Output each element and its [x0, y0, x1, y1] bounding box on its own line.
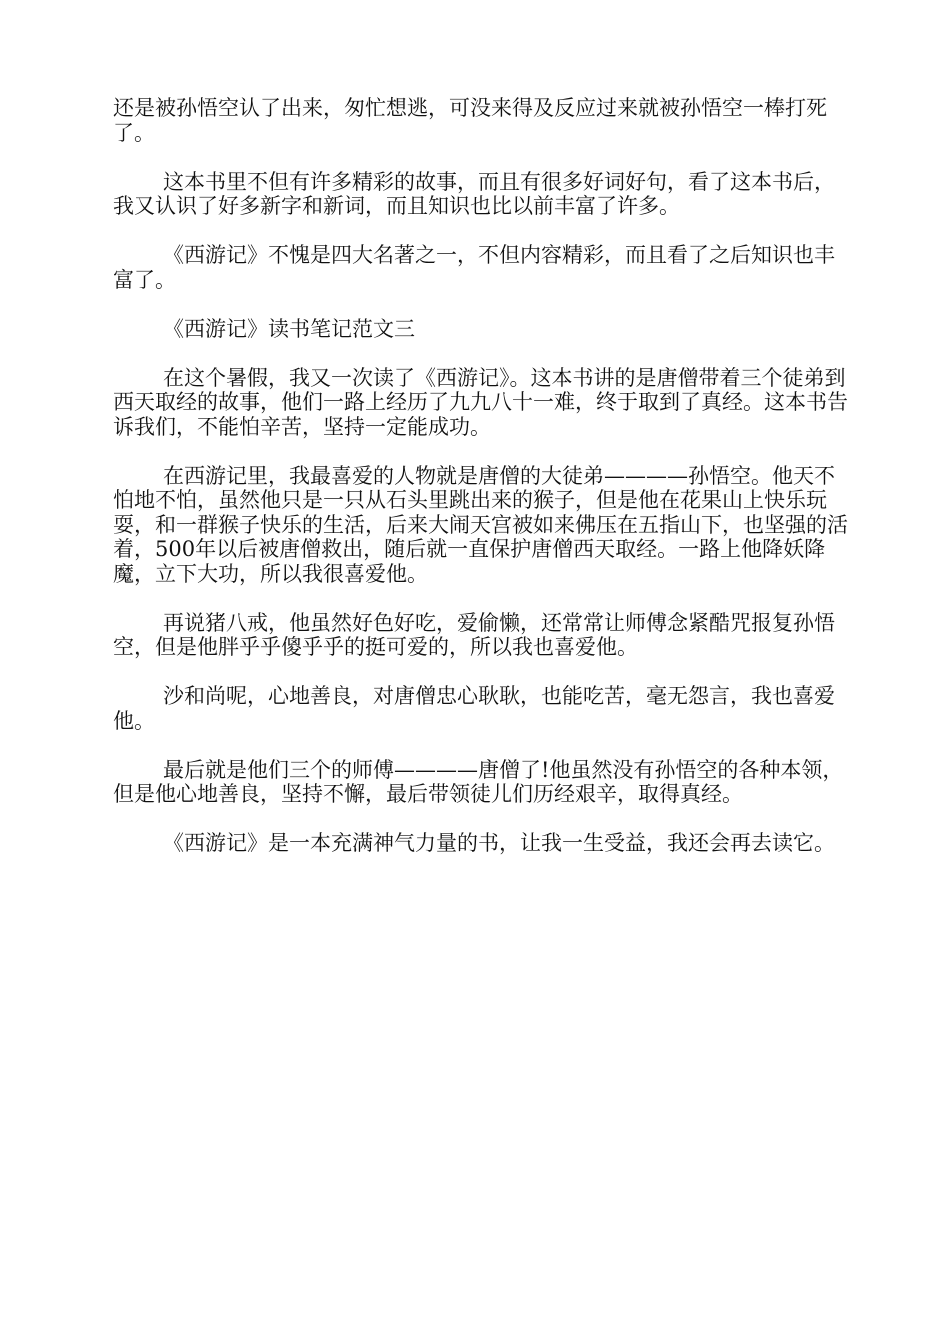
- paragraph-tang-seng: 最后就是他们三个的师傅————唐僧了!他虽然没有孙悟空的各种本领，但是他心地善良，坚持不懈，最后带领徒儿们历经艰辛，取得真经。: [113, 757, 844, 806]
- paragraph-conclusion-two: 《西游记》不愧是四大名著之一，不但内容精彩，而且看了之后知识也丰富了。: [113, 243, 835, 292]
- paragraph-book-benefits: 这本书里不但有许多精彩的故事，而且有很多好词好句，看了这本书后，我又认识了好多新字和新词，而且知识也比以前丰富了许多。: [113, 169, 835, 218]
- paragraph-sha-heshang: 沙和尚呢，心地善良，对唐僧忠心耿耿，也能吃苦，毫无怨言，我也喜爱他。: [113, 684, 835, 733]
- section-heading: 《西游记》读书笔记范文三: [163, 316, 415, 341]
- paragraph-intro-three: 在这个暑假，我又一次读了《西游记》。这本书讲的是唐僧带着三个徒弟到西天取经的故事，他们一路上经历了九九八十一难，终于取到了真经。这本书告诉我们，不能怕辛苦，坚持一定能成功。: [113, 365, 848, 439]
- paragraph-final: 《西游记》是一本充满神气力量的书，让我一生受益，我还会再去读它。: [163, 831, 835, 855]
- document-body: [113, 96, 850, 880]
- paragraph-sun-wukong: 在西游记里，我最喜爱的人物就是唐僧的大徒弟————孙悟空。他天不怕地不怕，虽然他只是一只从石头里跳出来的猴子，但是他在花果山上快乐玩耍，和一群猴子快乐的生活，后来大闹天宫被如来佛压在五指山下，也坚强的活着，500年以后被唐僧救出，随后就一直保护唐僧西天取经。一路上他降妖降魔，立下大功，所以我很喜爱他。: [113, 463, 848, 586]
- paragraph-continuation: 还是被孙悟空认了出来，匆忙想逃，可没来得及反应过来就被孙悟空一棒打死了。: [113, 96, 827, 145]
- paragraph-zhu-bajie: 再说猪八戒，他虽然好色好吃，爱偷懒，还常常让师傅念紧酷咒报复孙悟空，但是他胖乎乎傻乎乎的挺可爱的，所以我也喜爱他。: [113, 610, 835, 659]
